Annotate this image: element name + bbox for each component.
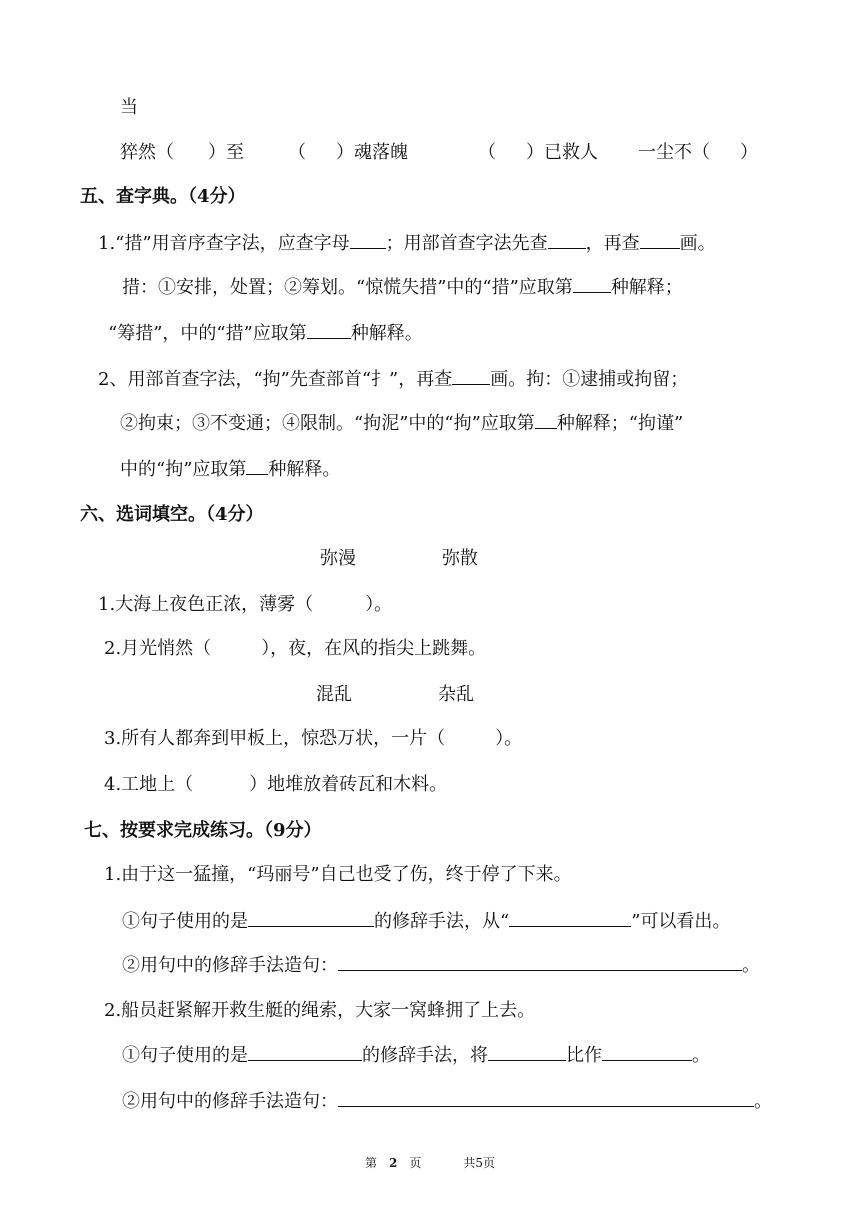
section4-tail-char: 当 [120,97,138,118]
s5-q1-text-h: 种解释。 [350,323,423,344]
s7-q1-sentence: 1.由于这一猛撞，“玛丽号”自己也受了伤，终于停了下来。 [104,864,572,885]
s7-q2-text-c: 比作 [566,1045,602,1066]
s7-q1-blank-evidence[interactable] [509,908,631,927]
s5-q1-text-e: 措：①安排，处置；②筹划。“惊慌失措”中的“措”应取第 [122,277,573,298]
idiom-4-part2: ） [740,142,758,163]
s5-q1-text-g: “筹措”，中的“措”应取第 [108,323,307,344]
s7-q1-part2 [122,952,760,979]
s5-q2-blank-strokes[interactable] [452,366,490,385]
idiom-1-part2: ）至 [208,142,244,163]
s7-q1-text-d: ②用句中的修辞手法造句： [122,955,338,976]
s6-word-choice-4: 杂乱 [438,684,474,705]
section5-title: 五、查字典。（4分） [80,186,246,207]
s7-q1-text-b: 的修辞手法，从“ [374,911,510,932]
s5-q1-blank-meaning1[interactable] [573,274,611,293]
s5-q1-text-a: 1.“措”用音序查字法，应查字母 [98,233,350,254]
idiom-2-part1: （ [288,142,306,163]
s7-q1-part1 [122,908,730,935]
s7-q1-text-c: ”可以看出。 [631,911,731,932]
s6-q1-text-b: ）。 [365,594,393,615]
s5-q1-text-c: ，再查 [585,233,640,254]
s5-q2-line3 [120,456,340,483]
footer-total-pages: 共5页 [463,1156,496,1170]
s7-q2-part2 [122,1088,772,1115]
s6-q4 [104,772,447,798]
s5-q1-text-d: 画。 [679,233,716,254]
s5-q2-text-b: 画。拘：①逮捕或拘留； [490,369,689,390]
s7-q2-text-d: 。 [692,1045,710,1066]
s7-q2-blank-device[interactable] [248,1042,362,1061]
s5-q1-line3 [108,320,423,347]
idiom-3-part1: （ [478,142,496,163]
s5-q2-text-a: 2、用部首查字法，“拘”先查部首“扌”，再查 [98,369,453,390]
s6-word-choice-1: 弥漫 [320,548,356,569]
s7-q1-blank-device[interactable] [248,908,374,927]
s7-q2-text-a: ①句子使用的是 [122,1045,248,1066]
s6-q1-text-a: 1.大海上夜色正浓，薄雾（ [98,594,314,615]
section7-title: 七、按要求完成练习。（9分） [84,820,322,841]
s7-q2-blank-sentence[interactable] [338,1088,754,1107]
s7-q2-text-e: ②用句中的修辞手法造句： [122,1091,338,1112]
s7-q2-blank-subject[interactable] [488,1042,566,1061]
s6-q4-text-b: ）地堆放着砖瓦和木料。 [249,774,448,795]
s6-word-choice-2: 弥散 [442,548,478,569]
s6-q2-text-b: ），夜，在风的指尖上跳舞。 [261,638,487,659]
idiom-4-part1: 一尘不（ [638,142,710,163]
s5-q2-line1 [98,366,688,393]
s7-q2-sentence: 2.船员赶紧解开救生艇的绳索，大家一窝蜂拥了上去。 [104,1000,536,1021]
s6-q3-text-b: ）。 [495,728,523,749]
s6-q2-text-a: 2.月光悄然（ [104,638,212,659]
s5-q1-blank-letter[interactable] [350,230,386,249]
idiom-1-part1: 猝然（ [120,142,174,163]
s6-q3 [104,726,522,752]
s5-q1-blank-meaning2[interactable] [307,320,351,339]
s6-q2 [104,636,486,662]
page-footer [0,1154,860,1171]
s7-q2-text-f: 。 [754,1091,772,1112]
s5-q1-blank-strokes[interactable] [640,230,680,249]
s5-q1-text-b: ；用部首查字法先查 [385,233,548,254]
idiom-row [120,140,758,166]
s5-q1-line1 [98,230,716,257]
footer-page-number: 2 [389,1156,398,1170]
s6-q1 [98,592,392,618]
footer-page-prefix: 第 [364,1156,377,1170]
s5-q2-text-f: 种解释。 [268,459,341,480]
s7-q2-blank-object[interactable] [602,1042,692,1061]
idiom-2-part2: ）魂落魄 [336,142,408,163]
s5-q2-blank-meaning2[interactable] [246,456,268,475]
s6-q3-text-a: 3.所有人都奔到甲板上，惊恐万状，一片（ [104,728,446,749]
s7-q1-text-e: 。 [742,955,760,976]
s7-q2-text-b: 的修辞手法，将 [362,1045,488,1066]
s5-q2-text-e: 中的“拘”应取第 [120,459,247,480]
idiom-3-part2: ）已救人 [526,142,598,163]
s5-q1-line2 [122,274,683,301]
s5-q2-blank-meaning1[interactable] [535,410,557,429]
section6-title: 六、选词填空。（4分） [80,504,264,525]
s6-q4-text-a: 4.工地上（ [104,774,194,795]
s5-q1-text-f: 种解释； [610,277,683,298]
s6-word-choice-3: 混乱 [316,684,352,705]
s7-q2-part1 [122,1042,710,1069]
footer-page-suffix: 页 [409,1156,422,1170]
s5-q2-text-c: ②拘束；③不变通；④限制。“拘泥”中的“拘”应取第 [120,413,535,434]
s5-q2-line2 [120,410,683,437]
s7-q1-blank-sentence[interactable] [338,952,742,971]
s5-q2-text-d: 种解释；“拘谨” [556,413,684,434]
s7-q1-text-a: ①句子使用的是 [122,911,248,932]
s5-q1-blank-radical[interactable] [548,230,586,249]
